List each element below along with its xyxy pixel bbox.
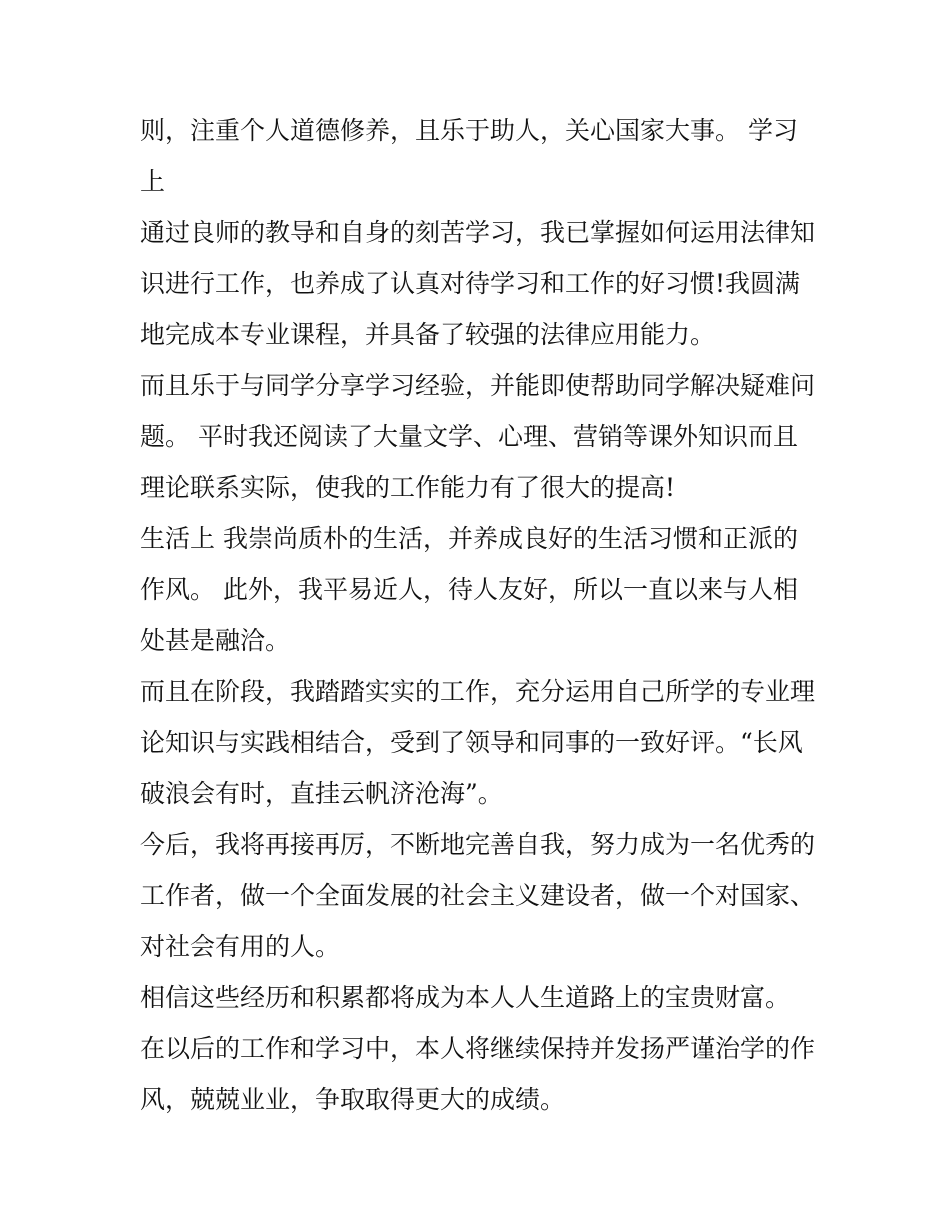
text-line: 工作者，做一个全面发展的社会主义建设者，做一个对国家、 xyxy=(140,881,816,910)
text-line: 作风。 此外，我平易近人，待人友好，所以一直以来与人相 xyxy=(140,575,798,604)
text-line: 理论联系实际，使我的工作能力有了很大的提高! xyxy=(140,473,676,502)
text-line: 地完成本专业课程，并具备了较强的法律应用能力。 xyxy=(140,320,716,349)
text-line: 上 xyxy=(140,167,166,196)
text-line: 论知识与实践相结合，受到了领导和同事的一致好评。“长风 xyxy=(140,728,803,757)
text-line: 通过良师的教导和自身的刻苦学习，我已掌握如何运用法律知 xyxy=(140,218,816,247)
text-line: 而且乐于与同学分享学习经验，并能即使帮助同学解决疑难问 xyxy=(140,371,816,400)
text-line: 题。 平时我还阅读了大量文学、心理、营销等课外知识而且 xyxy=(140,422,798,451)
text-line: 对社会有用的人。 xyxy=(140,932,341,961)
text-line: 风，兢兢业业，争取取得更大的成绩。 xyxy=(140,1085,566,1114)
text-line: 在以后的工作和学习中，本人将继续保持并发扬严谨治学的作 xyxy=(140,1034,816,1063)
text-line: 而且在阶段，我踏踏实实的工作，充分运用自己所学的专业理 xyxy=(140,677,816,706)
text-line: 处甚是融洽。 xyxy=(140,626,291,655)
text-line: 识进行工作，也养成了认真对待学习和工作的好习惯!我圆满 xyxy=(140,269,801,298)
text-line: 生活上 我崇尚质朴的生活，并养成良好的生活习惯和正派的 xyxy=(140,524,798,553)
text-line: 破浪会有时，直挂云帆济沧海”。 xyxy=(140,779,503,808)
text-line: 相信这些经历和积累都将成为本人人生道路上的宝贵财富。 xyxy=(140,983,791,1012)
text-line: 则，注重个人道德修养，且乐于助人，关心国家大事。 学习 xyxy=(140,116,798,145)
text-line: 今后，我将再接再厉，不断地完善自我，努力成为一名优秀的 xyxy=(140,830,816,859)
document-body xyxy=(140,105,820,1125)
